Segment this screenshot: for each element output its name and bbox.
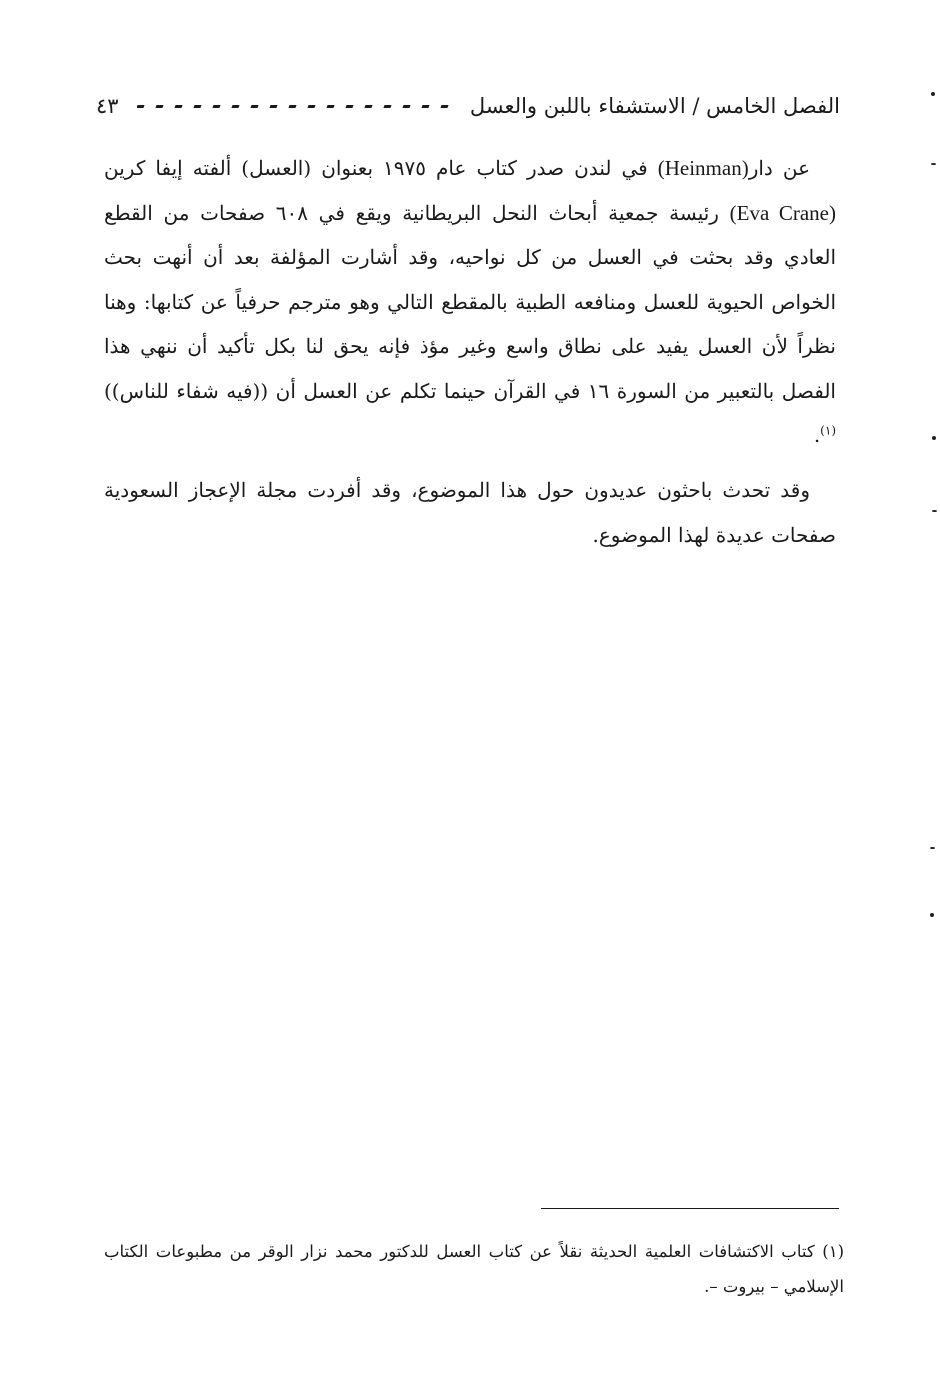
paragraph-1-end: .	[813, 423, 821, 447]
author-name: (Eva Crane)	[729, 200, 836, 225]
scan-speck	[931, 163, 936, 165]
scan-speck	[930, 913, 934, 917]
body-paragraph-2: وقد تحدث باحثون عديدون حول هذا الموضوع، وقد أفردت مجلة الإعجاز السعودية صفحات عديدة لهذا الموضوع.	[104, 478, 836, 547]
publisher-name: (Heinman)	[657, 156, 749, 180]
paragraph-1-text-c: رئيسة جمعية أبحاث النحل البريطانية ويقع في ٦٠٨ صفحات من القطع العادي وقد بحثت في العسل من كل نواحيه، وقد أشارت المؤلفة بعد أن أنهت بحث الخواص الحيوية للعسل ومنافعه الطبية بالمقطع التالي وهو مترجم حرفياً عن كتابها: وهنا نظراً لأن العسل يفيد على نطاق واسع وغير مؤذ فإنه يحق لنا بكل تأكيد أن ننهي هذا الفصل بالتعبير من السورة ١٦ في القرآن حينما تكلم عن العسل أن ((فيه شفاء للناس))	[104, 200, 836, 403]
chapter-title: الفصل الخامس / الاستشفاء باللبن والعسل	[469, 94, 840, 118]
scan-speck	[930, 847, 935, 849]
scan-speck	[932, 436, 936, 440]
footnote-separator	[541, 1208, 839, 1209]
page-number: ٤٣	[96, 94, 119, 118]
scan-speck	[931, 92, 935, 96]
footnote: (١) كتاب الاكتشافات العلمية الحديثة نقلاً عن كتاب العسل للدكتور محمد نزار الوقر من مطبوعات الكتاب الإسلامي – بيروت –.	[104, 1242, 844, 1296]
running-header	[96, 86, 840, 126]
scan-speck	[932, 510, 937, 512]
leader-dots	[137, 97, 452, 115]
paragraph-1-text-b: في لندن صدر كتاب عام ١٩٧٥ بعنوان (العسل) ألفته إيفا كرين	[104, 156, 658, 180]
body-paragraph-1	[104, 146, 836, 458]
paragraph-1-text-a: عن دار	[748, 156, 811, 180]
footnote-reference: (١)	[820, 423, 836, 438]
